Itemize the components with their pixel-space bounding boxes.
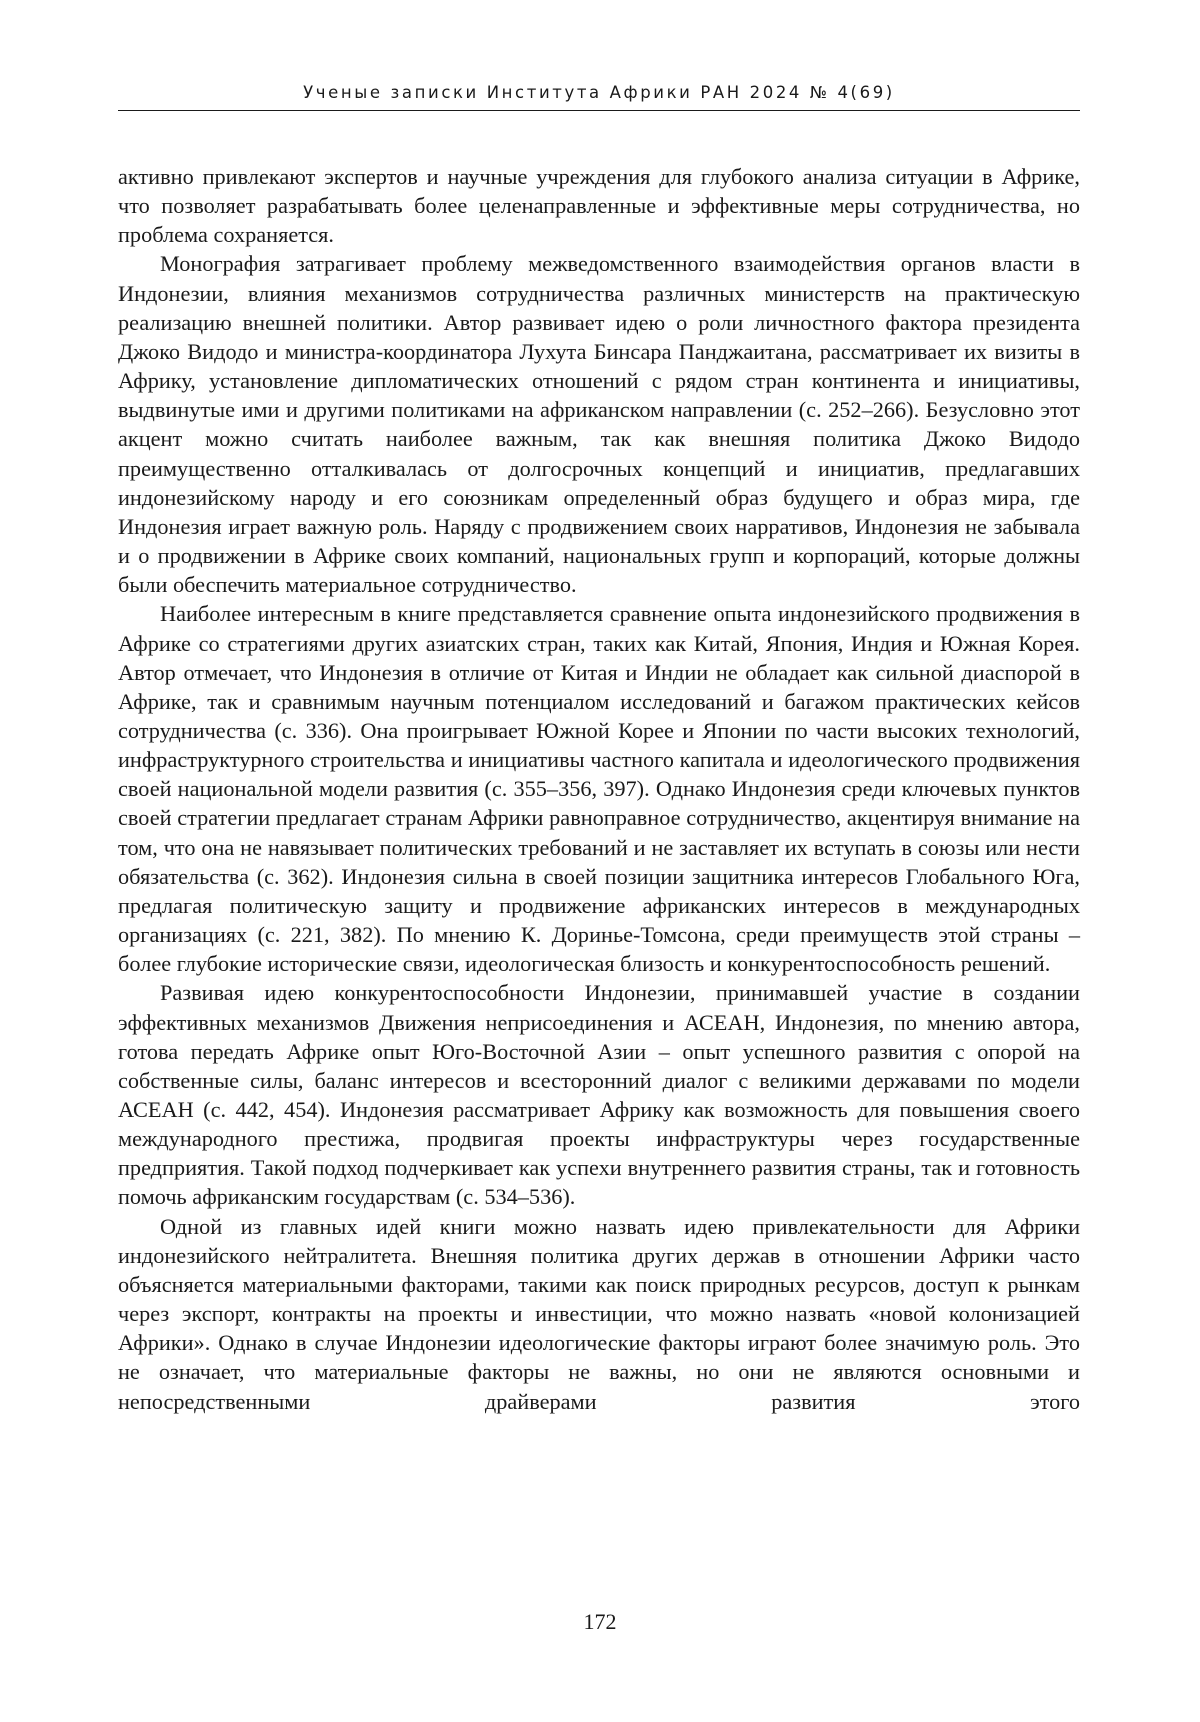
article-body [118,162,1080,1416]
header-rule [118,110,1080,111]
paragraph-competitiveness: Развивая идею конкурентоспособности Индонезии, принимавшей участие в создании эффективных механизмов Движения неприсоединения и АСЕАН, Индонезия, по мнению автора, готова передать Африке опыт Юго-Восточной Азии – опыт успешного развития с опорой на собственные силы, баланс интересов и всесторонний диалог с великими державами по модели АСЕАН (с. 442, 454). Индонезия рассматривает Африку как возможность для повышения своего международного престижа, продвигая проекты инфраструктуры через государственные предприятия. Такой подход подчеркивает как успехи внутреннего развития страны, так и готовность помочь африканским государствам (с. 534–536). [118,980,1080,1210]
paragraph-asian-comparison: Наиболее интересным в книге представляется сравнение опыта индонезийского продвижения в Африке со стратегиями других азиатских стран, таких как Китай, Япония, Индия и Южная Корея. Автор отмечает, что Индонезия в отличие от Китая и Индии не обладает как сильной диаспорой в Африке, так и сравнимым научным потенциалом исследований и багажом практических кейсов сотрудничества (с. 336). Она проигрывает Южной Корее и Японии по части высоких технологий, инфраструктурного строительства и инициативы частного капитала и идеологического продвижения своей национальной модели развития (с. 355–356, 397). Однако Индонезия среди ключевых пунктов своей стратегии предлагает странам Африки равноправное сотрудничество, акцентируя внимание на том, что она не навязывает политических требований и не заставляет их вступать в союзы или нести обязательства (с. 362). Индонезия сильна в своей позиции защитника интересов Глобального Юга, предлагая политическую защиту и продвижение африканских интересов в международных организациях (с. 221, 382). По мнению К. Доринье-Томсона, среди преимуществ этой страны – более глубокие исторические связи, идеологическая близость и конкурентоспособность решений. [118,601,1080,977]
running-header: Ученые записки Института Африки РАН 2024 № 4(69) [303,83,895,102]
paragraph-continuation: активно привлекают экспертов и научные учреждения для глубокого анализа ситуации в Африке, что позволяет разрабатывать более целенаправленные и эффективные меры сотрудничества, но проблема сохраняется. [118,164,1080,248]
page-number: 172 [583,1609,617,1634]
paragraph-neutrality: Одной из главных идей книги можно назвать идею привлекательности для Африки индонезийского нейтралитета. Внешняя политика других держав в отношении Африки часто объясняется материальными факторами, такими как поиск природных ресурсов, доступ к рынкам через экспорт, контракты на проекты и инвестиции, что можно назвать «новой колонизацией Африки». Однако в случае Индонезии идеологические факторы играют более значимую роль. Это не означает, что материальные факторы не важны, но они не являются основными и непосредственными драйверами развития этого [118,1213,1080,1414]
paragraph-interagency-cooperation: Монография затрагивает проблему межведомственного взаимодействия органов власти в Индонезии, влияния механизмов сотрудничества различных министерств на практическую реализацию внешней политики. Автор развивает идею о роли личностного фактора президента Джоко Видодо и министра-координатора Лухута Бинсара Панджаитана, рассматривает их визиты в Африку, установление дипломатических отношений с рядом стран континента и инициативы, выдвинутые ими и другими политиками на африканском направлении (с. 252–266). Безусловно этот акцент можно считать наиболее важным, так как внешняя политика Джоко Видодо преимущественно отталкивалась от долгосрочных концепций и инициатив, предлагавших индонезийскому народу и его союзникам определенный образ будущего и образ мира, где Индонезия играет важную роль. Наряду с продвижением своих нарративов, Индонезия не забывала и о продвижении в Африке своих компаний, национальных групп и корпораций, которые должны были обеспечить материальное сотрудничество. [118,251,1080,598]
